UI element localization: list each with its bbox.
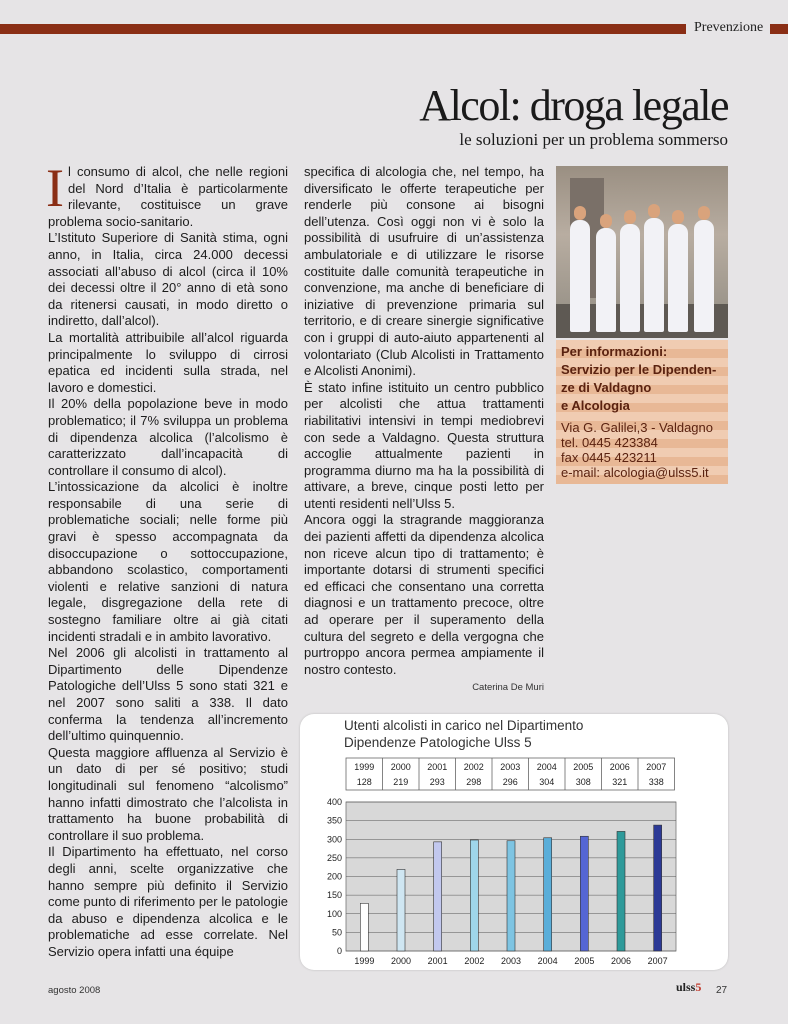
staff-photo [556, 166, 728, 338]
photo-person-head [648, 204, 660, 218]
paragraph: Nel 2006 gli alcolisti in trattamento al Dipartimento delle Dipendenze Patologiche dell’Ulss 5 sono stati 321 e nel 2007 sono saliti a 338. Il dato conferma la tendenza all’incremento dell’ultimo quinquennio. [48, 645, 288, 744]
y-tick-label: 300 [326, 834, 342, 845]
table-year-label: 1999 [354, 762, 375, 772]
photo-person [620, 224, 640, 332]
bar [397, 869, 405, 951]
logo-number: 5 [695, 980, 702, 994]
info-fax: fax 0445 423211 [561, 450, 657, 465]
paragraph: Il Dipartimento ha effettuato, nel corso degli anni, scelte organizzative che hanno sempre più definito il Servizio come punto di riferimento per le patologie da abuso e dipendenza alcolica e le problematiche ad esse correlate. Nel Servizio opera infatti una équipe [48, 844, 288, 959]
table-value-label: 338 [648, 777, 664, 787]
bar [654, 825, 662, 951]
author-signature: Caterina De Muri [472, 682, 544, 694]
photo-person [668, 224, 688, 332]
paragraph: l consumo di alcol, che nelle regioni del Nord d’Italia è particolarmente rilevante, costituisce un grave problema socio-sanitario. [48, 164, 288, 229]
info-tel: tel. 0445 423384 [561, 435, 658, 450]
top-rule [0, 24, 686, 34]
info-address: Via G. Galilei,3 - Valdagno [561, 420, 713, 435]
x-tick-label: 2003 [500, 956, 522, 966]
info-service-line: ze di Valdagno [561, 380, 652, 395]
photo-person [596, 228, 616, 332]
table-year-label: 2005 [573, 762, 594, 772]
bar [507, 841, 515, 951]
y-tick-label: 200 [326, 871, 342, 882]
y-tick-label: 250 [326, 852, 342, 863]
paragraph: specifica di alcologia che, nel tempo, ha diversificato le offerte terapeutiche per renderle più consone ai bisogni dell’utenza. Così oggi non vi è solo la possibilità di usufruire di un’assistenza ambulatoriale e di utilizzare le risorse costituite dalle comunità terapeutiche in convenzione, ma anche di beneficiare di iniziative di prevenzione primaria sul territorio, e di creare sinergie significative con i gruppi di auto-aiuto appartenenti al volontariato (Club Alcolisti in Trattamento e Alcolisti Anonimi). [304, 164, 544, 379]
table-year-label: 2002 [463, 762, 484, 772]
article-title: Alcol: droga legale [419, 81, 728, 130]
table-value-label: 304 [539, 777, 555, 787]
paragraph: Ancora oggi la stragrande maggioranza dei pazienti affetti da dipendenza alcolica non riceve alcun tipo di trattamento; è importante dotarsi di strumenti specifici ed efficaci che consentano una corretta diagnosi e un trattamento precoce, oltre ad operare per il superamento della cultura del segreto e della vergogna che purtroppo ancora permea ampiamente il nostro contesto. [304, 512, 544, 677]
bar-chart [300, 714, 728, 970]
table-value-label: 219 [393, 777, 409, 787]
paragraph: L’Istituto Superiore di Sanità stima, ogni anno, in Italia, circa 24.000 decessi associati all’abuso di alcol (circa il 10% dei decessi oltre il 20° anno di età sono da ritenersi causati, in modo diretto o indiretto, dall’alcol). [48, 230, 288, 329]
x-tick-label: 2002 [464, 956, 485, 966]
ulss-logo [676, 980, 701, 995]
info-service-line: Servizio per le Dipenden- [561, 362, 717, 377]
paragraph: La mortalità attribuibile all’alcol riguarda principalmente lo sviluppo di cirrosi epatica ed incidenti sulla strada, nel lavoro e domestici. [48, 329, 288, 395]
bar [360, 903, 368, 951]
table-year-label: 2000 [390, 762, 411, 772]
article-subtitle: le soluzioni per un problema sommerso [459, 130, 728, 149]
y-tick-label: 100 [326, 908, 342, 919]
table-value-label: 321 [612, 777, 628, 787]
x-tick-label: 1999 [354, 956, 375, 966]
table-year-label: 2003 [500, 762, 521, 772]
bar [580, 836, 588, 951]
table-year-label: 2007 [646, 762, 667, 772]
table-value-label: 128 [356, 777, 372, 787]
top-rule-right [770, 24, 788, 34]
drop-cap: I [46, 158, 64, 218]
photo-person [694, 220, 714, 332]
paragraph: L’intossicazione da alcolici è inoltre responsabile di una serie di problematiche sociali; nelle forme più gravi è spesso accompagnata da disoccupazione o sottoccupazione, abbandono scolastico, comportamenti violenti e relative sanzioni di natura legale, disgregazione della rete di sostegno familiare oltre ai già citati incidenti stradali e in ambito lavorativo. [48, 479, 288, 644]
photo-person [570, 220, 590, 332]
info-email[interactable]: e-mail: alcologia@ulss5.it [561, 465, 709, 480]
photo-person-head [698, 206, 710, 220]
info-heading: Per informazioni: [561, 344, 668, 359]
section-label: Prevenzione [694, 20, 764, 35]
x-tick-label: 2000 [390, 956, 412, 966]
x-tick-label: 2001 [427, 956, 448, 966]
chart-title-line: Dipendenze Patologiche Ulss 5 [344, 735, 532, 750]
table-value-label: 296 [502, 777, 518, 787]
x-tick-label: 2005 [574, 956, 595, 966]
table-value-label: 308 [575, 777, 591, 787]
info-service-line: e Alcologia [561, 398, 630, 413]
photo-person [644, 218, 664, 332]
paragraph: È stato infine istituito un centro pubblico per alcolisti che attua trattamenti riabilitativi intensivi in tempi mediobrevi con sede a Valdagno. Questa struttura accoglie attualmente pazienti in programma diurno ma ha la possibilità di attivare, a breve, cinque posti letto per utenti residenti nell’Ulss 5. [304, 379, 544, 511]
y-tick-label: 150 [326, 890, 342, 901]
table-year-label: 2004 [536, 762, 557, 772]
logo-text: ulss [676, 980, 696, 994]
article-column-1 [46, 158, 288, 961]
paragraph: Il 20% della popolazione beve in modo problematico; il 7% sviluppa un problema di dipendenza alcolica (l’alcolismo è caratterizzato dall’incapacità di controllare il consumo di alcol). [48, 396, 288, 478]
table-value-label: 293 [429, 777, 445, 787]
table-year-label: 2006 [609, 762, 630, 772]
x-tick-label: 2004 [537, 956, 558, 966]
photo-person-head [574, 206, 586, 220]
chart-title-line: Utenti alcolisti in carico nel Dipartimento [344, 718, 584, 733]
x-tick-label: 2007 [647, 956, 668, 966]
y-tick-label: 50 [331, 927, 342, 938]
bar [470, 840, 478, 951]
paragraph: Questa maggiore affluenza al Servizio è un dato di per sé positivo; studi longitudinali sul fenomeno “alcolismo” hanno infatti dimostrato che l’alcolista in trattamento ha buone probabilità di controllare il suo problema. [48, 744, 288, 843]
y-tick-label: 350 [326, 815, 342, 826]
photo-person-head [672, 210, 684, 224]
table-year-label: 2001 [427, 762, 448, 772]
y-tick-label: 400 [326, 797, 342, 807]
bar [434, 842, 442, 951]
y-tick-label: 0 [336, 946, 342, 956]
footer-date: agosto 2008 [48, 985, 101, 996]
page-number: 27 [716, 985, 728, 996]
photo-person-head [624, 210, 636, 224]
bar [544, 838, 552, 951]
x-tick-label: 2006 [610, 956, 632, 966]
article-column-2 [304, 164, 544, 697]
info-box [556, 340, 728, 484]
chart-panel [300, 714, 728, 970]
bar [617, 831, 625, 951]
table-value-label: 298 [466, 777, 482, 787]
photo-person-head [600, 214, 612, 228]
